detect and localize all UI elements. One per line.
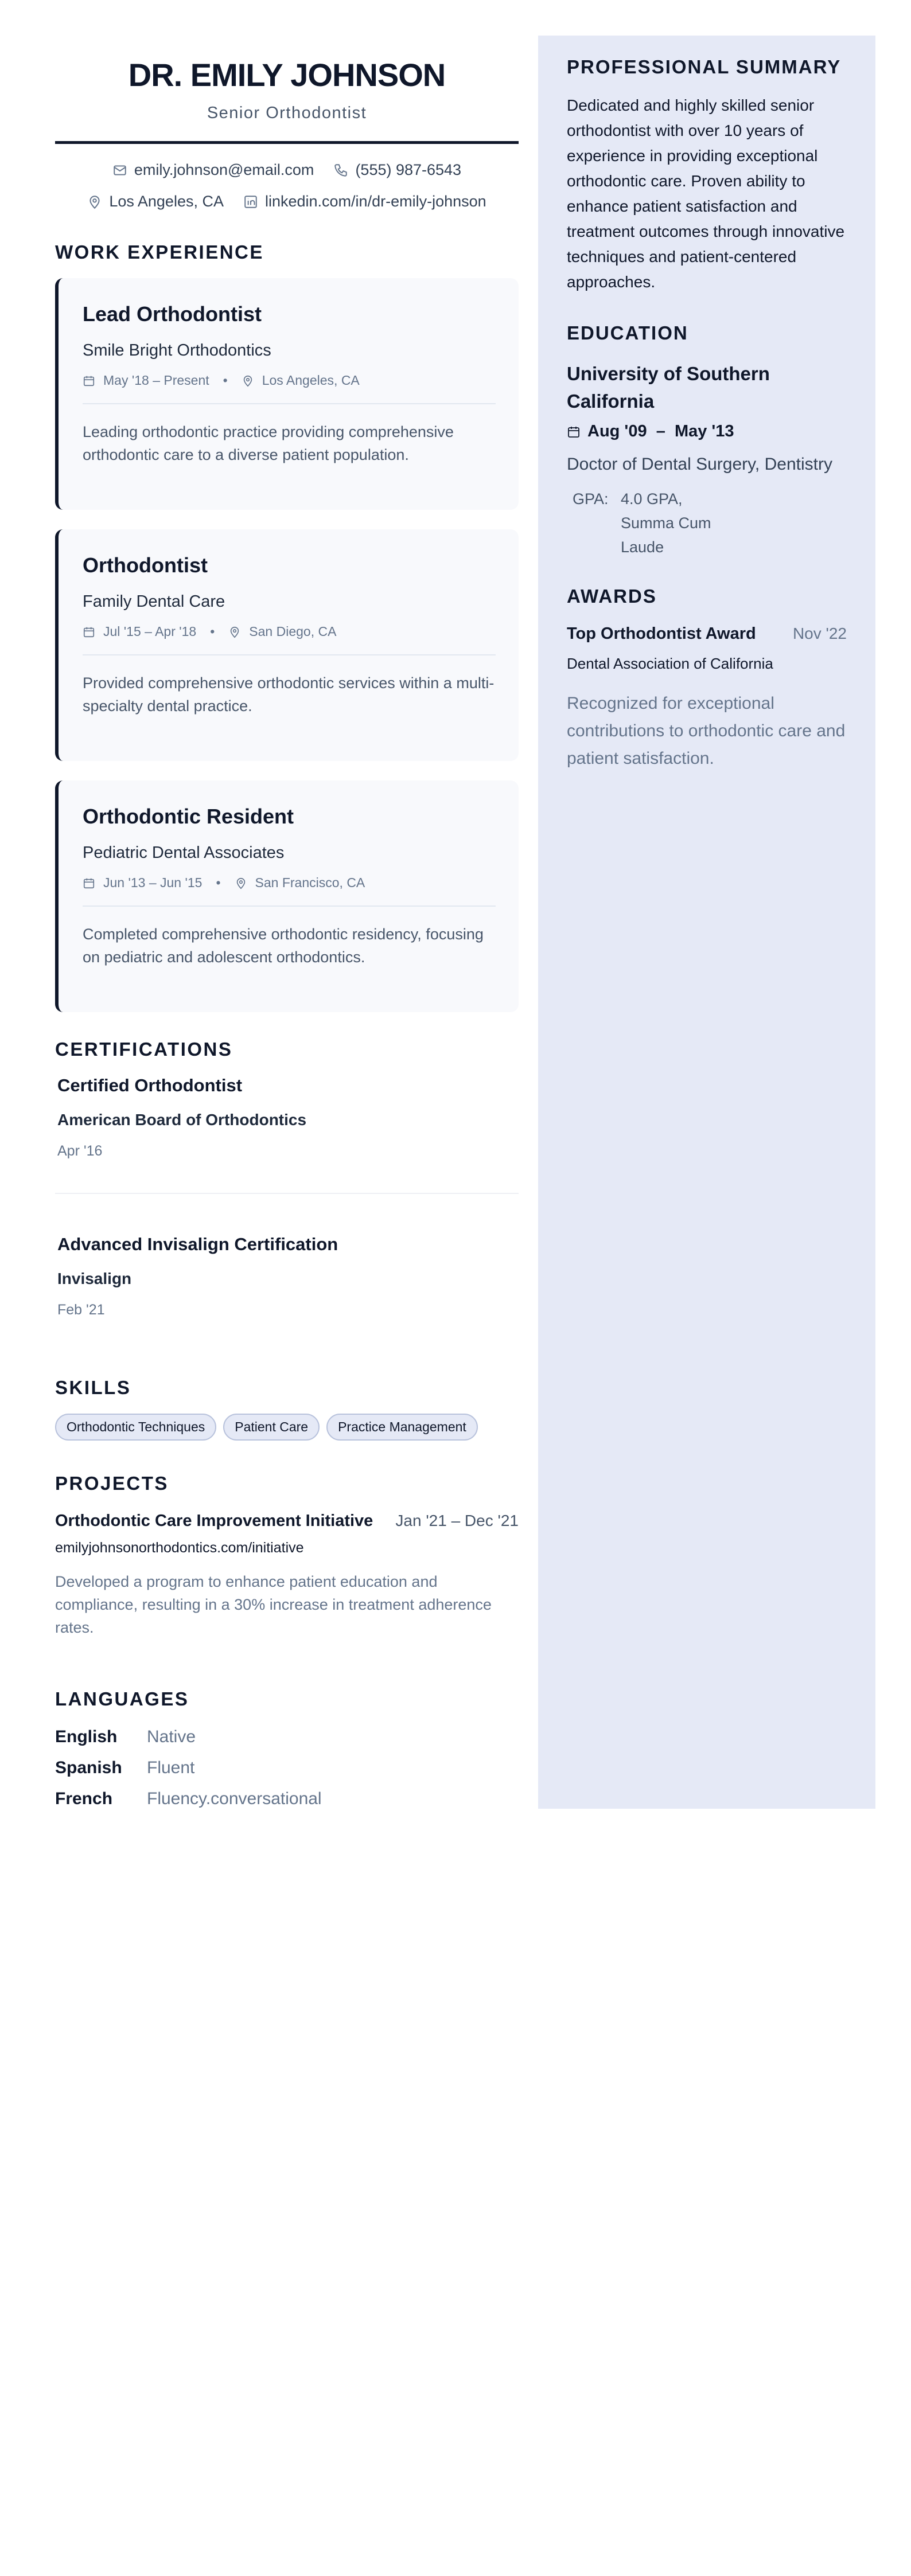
linkedin-text: linkedin.com/in/dr-emily-johnson bbox=[264, 193, 486, 210]
award-description: Recognized for exceptional contributions to orthodontic care and patient satisfaction. bbox=[567, 694, 846, 768]
job-description: Leading orthodontic practice providing comprehensive orthodontic care to a diverse patient population. bbox=[83, 423, 454, 463]
project-description: Developed a program to enhance patient education and compliance, resulting in a 30% increase in treatment adherence rates. bbox=[55, 1573, 492, 1636]
calendar-icon bbox=[567, 425, 581, 439]
job-location: San Francisco, CA bbox=[255, 875, 365, 890]
skill-chip: Patient Care bbox=[223, 1414, 320, 1441]
map-pin-icon bbox=[242, 374, 254, 387]
awards-heading: AWARDS bbox=[567, 586, 657, 607]
contact-row bbox=[55, 161, 519, 179]
job-title: Lead Orthodontist bbox=[83, 302, 262, 326]
education-dates-row bbox=[567, 422, 847, 441]
language-level: Native bbox=[147, 1727, 196, 1746]
linkedin-icon bbox=[243, 194, 258, 209]
job-dates: May '18 – Present bbox=[103, 373, 209, 388]
certification-item bbox=[55, 1234, 519, 1318]
summary-heading: PROFESSIONAL SUMMARY bbox=[567, 56, 842, 77]
job-divider bbox=[83, 905, 496, 907]
language-row bbox=[55, 1758, 519, 1778]
map-pin-icon bbox=[228, 626, 241, 638]
map-pin-icon bbox=[235, 877, 247, 889]
language-level: Fluency.conversational bbox=[147, 1789, 322, 1808]
languages-heading: LANGUAGES bbox=[55, 1688, 189, 1709]
job-company: Family Dental Care bbox=[83, 592, 225, 611]
projects-heading: PROJECTS bbox=[55, 1473, 169, 1494]
certification-issuer: American Board of Orthodontics bbox=[57, 1111, 307, 1129]
award-date: Nov '22 bbox=[792, 625, 847, 642]
job-dates: Jul '15 – Apr '18 bbox=[103, 624, 197, 639]
language-row bbox=[55, 1727, 519, 1747]
certification-issuer: Invisalign bbox=[57, 1270, 132, 1287]
phone-icon bbox=[333, 163, 348, 178]
certifications-heading: CERTIFICATIONS bbox=[55, 1039, 233, 1060]
header-divider bbox=[55, 141, 519, 144]
job-location: San Diego, CA bbox=[249, 624, 337, 639]
contact-email[interactable] bbox=[112, 161, 314, 179]
main-column bbox=[55, 52, 519, 1809]
job-meta bbox=[83, 875, 496, 891]
project-header bbox=[55, 1512, 519, 1531]
location-text: Los Angeles, CA bbox=[109, 193, 224, 210]
email-text: emily.johnson@email.com bbox=[134, 161, 314, 178]
certification-name: Advanced Invisalign Certification bbox=[57, 1234, 338, 1254]
job-company: Pediatric Dental Associates bbox=[83, 844, 285, 862]
certification-divider bbox=[55, 1193, 519, 1194]
languages-list bbox=[55, 1727, 519, 1809]
calendar-icon bbox=[83, 877, 95, 889]
mail-icon bbox=[112, 163, 127, 178]
language-row bbox=[55, 1789, 519, 1809]
project-dates: Jan '21 – Dec '21 bbox=[395, 1512, 519, 1529]
calendar-icon bbox=[83, 626, 95, 638]
job-description: Provided comprehensive orthodontic services within a multi-specialty dental practice. bbox=[83, 674, 495, 715]
contact-phone[interactable] bbox=[333, 161, 461, 179]
education-degree: Doctor of Dental Surgery, Dentistry bbox=[567, 455, 832, 474]
separator-dot: • bbox=[223, 373, 228, 388]
certification-name: Certified Orthodontist bbox=[57, 1075, 243, 1095]
language-level: Fluent bbox=[147, 1758, 195, 1777]
education-dates: Aug '09 – May '13 bbox=[587, 422, 734, 440]
job-divider bbox=[83, 654, 496, 655]
job-card bbox=[55, 278, 519, 510]
job-company: Smile Bright Orthodontics bbox=[83, 341, 271, 360]
education-heading: EDUCATION bbox=[567, 322, 688, 344]
contact-linkedin[interactable] bbox=[243, 193, 486, 210]
job-card bbox=[55, 780, 519, 1012]
project-name: Orthodontic Care Improvement Initiative bbox=[55, 1512, 373, 1530]
separator-dot: • bbox=[216, 875, 221, 890]
calendar-icon bbox=[83, 374, 95, 387]
language-name: French bbox=[55, 1789, 113, 1808]
work-experience-heading: WORK EXPERIENCE bbox=[55, 241, 264, 263]
candidate-name: DR. EMILY JOHNSON bbox=[128, 57, 446, 93]
map-pin-icon bbox=[87, 194, 102, 209]
language-name: Spanish bbox=[55, 1758, 122, 1777]
job-meta bbox=[83, 624, 496, 639]
job-dates: Jun '13 – Jun '15 bbox=[103, 875, 203, 890]
certification-date: Feb '21 bbox=[57, 1302, 105, 1318]
job-location: Los Angeles, CA bbox=[262, 373, 360, 388]
skills-heading: SKILLS bbox=[55, 1377, 131, 1398]
contact-row bbox=[55, 193, 519, 210]
language-name: English bbox=[55, 1727, 118, 1746]
job-title: Orthodontic Resident bbox=[83, 805, 294, 828]
award-organization: Dental Association of California bbox=[567, 655, 773, 672]
job-title: Orthodontist bbox=[83, 553, 208, 577]
gpa-value: 4.0 GPA, Summa Cum Laude bbox=[621, 490, 711, 556]
education-school: University of Southern California bbox=[567, 363, 770, 412]
award-name: Top Orthodontist Award bbox=[567, 625, 756, 643]
contact-location bbox=[87, 193, 224, 210]
sidebar-column bbox=[538, 36, 875, 1809]
job-divider bbox=[83, 403, 496, 404]
separator-dot: • bbox=[210, 624, 215, 639]
phone-text: (555) 987-6543 bbox=[355, 161, 462, 178]
education-gpa bbox=[567, 487, 847, 559]
skill-chip: Orthodontic Techniques bbox=[55, 1414, 216, 1441]
skills-list bbox=[55, 1414, 519, 1441]
certification-item bbox=[55, 1075, 519, 1160]
award-header bbox=[567, 625, 847, 643]
candidate-title: Senior Orthodontist bbox=[207, 104, 367, 122]
job-card bbox=[55, 529, 519, 761]
job-description: Completed comprehensive orthodontic residency, focusing on pediatric and adolescent orthodontics. bbox=[83, 926, 484, 966]
skill-chip: Practice Management bbox=[326, 1414, 478, 1441]
gpa-label: GPA: bbox=[573, 490, 609, 508]
job-meta bbox=[83, 373, 496, 388]
summary-text: Dedicated and highly skilled senior orthodontist with over 10 years of experience in providing exceptional orthodontic care. Proven ability to enhance patient satisfaction and treatment outcomes through innovative techniques and patient-centered approaches. bbox=[567, 96, 845, 291]
certification-date: Apr '16 bbox=[57, 1143, 103, 1159]
project-link[interactable]: emilyjohnsonorthodontics.com/initiative bbox=[55, 1540, 304, 1556]
